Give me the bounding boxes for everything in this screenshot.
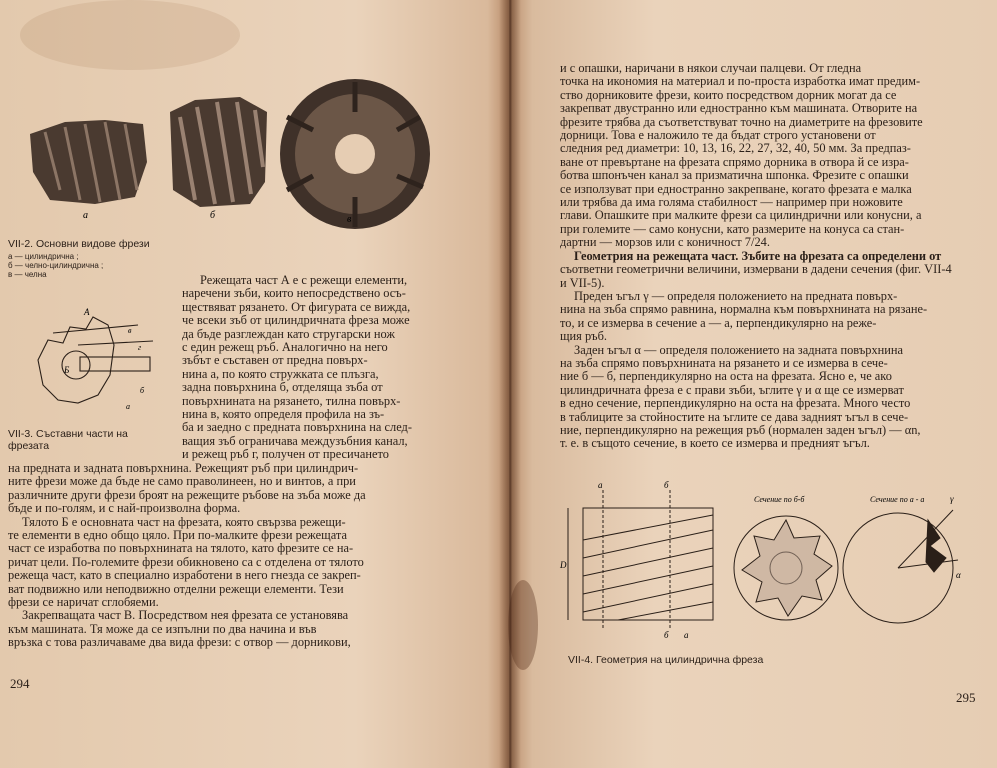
text-line: дорници. Това е наложило те да бъдат строго установени от [560,128,876,143]
text-line: ние б — б, перпендикулярно на оста на фрезата. Ясно е, че ако [560,369,892,384]
text-line: следния ред диаметри: 10, 13, 16, 22, 27, 32, 40, 50 мм. За предпаз- [560,141,911,156]
text-line: в едно сечение, перпендикулярно на оста на фрезата. Много често [560,396,911,411]
text-line: съответни геометрични величини, измервани в дадени сечения (фиг. VII-4 [560,262,952,277]
fig3-label-v: в [128,326,132,335]
text-line: ните фрези може да бъде не само праволинеен, но и винтов, а при [8,474,356,489]
text-line: и с опашки, наричани в някои случаи палцеви. От гледна [560,61,862,75]
section-bb-label: Сечение по б-б [754,495,805,504]
text-line: при големите — само конусни, като размерите на конуса са стан- [560,221,905,236]
body-paragraph [8,462,464,650]
text-line: те елементи в едно общо цяло. При по-малките фрези режещата [8,528,347,543]
figure-vii-2 [25,72,445,232]
text-line: се използуват при едностранно закрепване, когато фрезата е малка [560,181,912,196]
fig-7-2-caption: VII-2. Основни видове фрези [8,238,150,250]
text-line: наречени зъби, които непосредствено осъ- [182,286,406,301]
text-line: задна повърхнина б, отделяща зъба от [182,380,383,395]
fig3-label-B: Б [64,365,70,375]
fig4-letter-a-bottom: а [684,630,689,640]
fig4-letter-gamma: γ [950,494,954,504]
text-line: зъбът е съставен от предна повърх- [182,353,368,368]
text-line: фрези се наричат сглобяеми. [8,595,159,610]
figure-vii-3 [18,305,163,420]
right-page [508,0,997,768]
cutting-part-paragraph [182,274,464,462]
text-line: ват подвижно или неподвижно отделни режещи елементи. Тези [8,581,344,596]
figure-vii-4 [558,480,997,650]
text-line: цилиндричната фреза е с прави зъби, ъглите γ и α ще се измерват [560,382,904,397]
fig-label-b: б [210,210,216,221]
text-line: дартни — морзов или с коничност 7/24. [560,235,770,250]
text-line: ство дорниковите фрези, които посредством дорник могат да се [560,87,897,102]
right-text-block [560,62,986,451]
fig4-letter-b: б [664,480,669,490]
fig-7-3-caption-line1: VII-3. Съставни части на [8,428,128,440]
text-line: връзка с това различаваме два вида фрези: с отвор — дорникови, [8,635,351,650]
text-line: нина а, по която стружката се плъзга, [182,366,379,381]
text-line: точка на икономия на материал и по-проста изработка имат предим- [560,74,921,89]
text-line: т. е. в същото сечение, в което се измерва и предният ъгъл. [560,436,870,451]
fig-7-3-caption-line2: фрезата [8,440,50,452]
legend-line: в — челна [8,270,47,279]
text-line: и режещ ръб г, получен от пресичането [182,447,389,462]
text-line: с един режещ ръб. Аналогично на него [182,340,388,355]
text-line: Закрепващата част В. Посредством нея фрезата се установява [22,608,349,623]
face-cutter-photo [280,79,430,229]
fig4-letter-alpha: α [956,570,961,580]
text-line: ществяват рязането. От фигурата се вижда, [182,299,411,314]
text-line: щия ръб. [560,329,607,344]
text-line: глави. Опашките при малките фрези са цилиндрични или конусни, а [560,208,922,223]
text-line: режеща част, като в специално изработени в него гнезда се закреп- [8,568,361,583]
text-line: Тялото Б е основната част на фрезата, която свързва режещи- [22,514,346,529]
text-line: Режещата част А е с режещи елементи, [200,273,408,287]
fig4-letter-D: D [560,560,567,570]
section-heading-line: Геометрия на режещата част. Зъбите на фрезата са определени от [574,248,942,263]
text-line: и VII-5). [560,275,605,290]
text-line: нина на зъба спрямо равнина, нормална към повърхнината на рязане- [560,302,928,317]
text-line: ботва шпонъчен канал за призматична шпонка. Фрезите с опашки [560,168,909,183]
fig4-letter-b-bottom: б [664,630,669,640]
fig-label-a: а [83,210,88,221]
fig3-label-a: а [126,402,130,411]
text-line: закрепват двустранно или едностранно към машината. Отворите на [560,101,918,116]
text-line: повърхнината на рязането, тилна повърх- [182,393,401,408]
section-aa-label: Сечение по а - а [870,495,925,504]
text-line: бъде и по-голям, и с най-произволна форма. [8,501,241,516]
page-number-left: 294 [10,676,30,691]
text-line: че всеки зъб от цилиндричната фреза може [182,313,410,328]
cylindrical-cutter-photo [30,120,147,204]
text-line: ние, перпендикулярно на режещия ръб (нормален заден ъгъл) — αn, [560,422,921,437]
text-line: част се изработва по повърхнината на тялото, като фрезите се на- [8,541,354,556]
text-line: ващия зъб ограничава междузъбния канал, [182,433,408,448]
fig3-label-b: б [140,386,145,395]
fig3-label-g: г [138,343,142,352]
legend-line: а — цилиндрична ; [8,252,79,261]
fig4-letter-a: а [598,480,603,490]
text-line: ба и заедно с предната повърхнина на след- [182,420,412,435]
text-line: то, и се измерва в сечение а — а, перпендикулярно на реже- [560,315,877,330]
text-line: различните други фрези броят на режещите ръбове на зъба може да [8,487,366,502]
fig-7-2-legend [8,252,103,279]
text-line: към машината. Тя може да се изпълни по два начина и във [8,621,317,636]
paper-stain [20,0,240,70]
text-line: да бъде разглеждан като стругарски нож [182,326,395,341]
legend-line: б — челно-цилиндрична ; [8,261,104,270]
text-line: на зъба спрямо повърхнината на рязането и се измерва в сече- [560,355,888,370]
text-line: в таблиците за стойностите на ъглите се дава задният ъгъл в сече- [560,409,909,424]
fig3-label-A: А [84,307,90,317]
text-line: Заден ъгъл α — определя положението на задната повърхнина [574,342,904,357]
face-cylindrical-cutter-photo [170,97,267,207]
text-line: на предната и задната повърхнина. Режещият ръб при цилиндрич- [8,461,359,475]
page-number-right: 295 [956,690,976,705]
text-line: ричат цели. По-големите фрези обикновено са с отделена от тялото [8,554,364,569]
cutter-side-view [583,508,713,620]
fig-7-4-caption: VII-4. Геометрия на цилиндрична фреза [568,654,764,666]
text-line: ване от превъртане на фрезата спрямо дорника в отвора й се изра- [560,154,909,169]
text-line: нина в, която определя профила на зъ- [182,407,385,422]
book-gutter [499,0,521,768]
fig-7-3-caption [8,428,128,452]
text-line: Преден ъгъл γ — определя положението на предната повърх- [574,288,898,303]
fig-label-v: в [347,214,352,225]
text-line: фрезите трябва да съответствуват точно на диаметрите на фрезовите [560,114,923,129]
text-line: или трябва да има голяма стабилност — например при ножовите [560,195,903,210]
